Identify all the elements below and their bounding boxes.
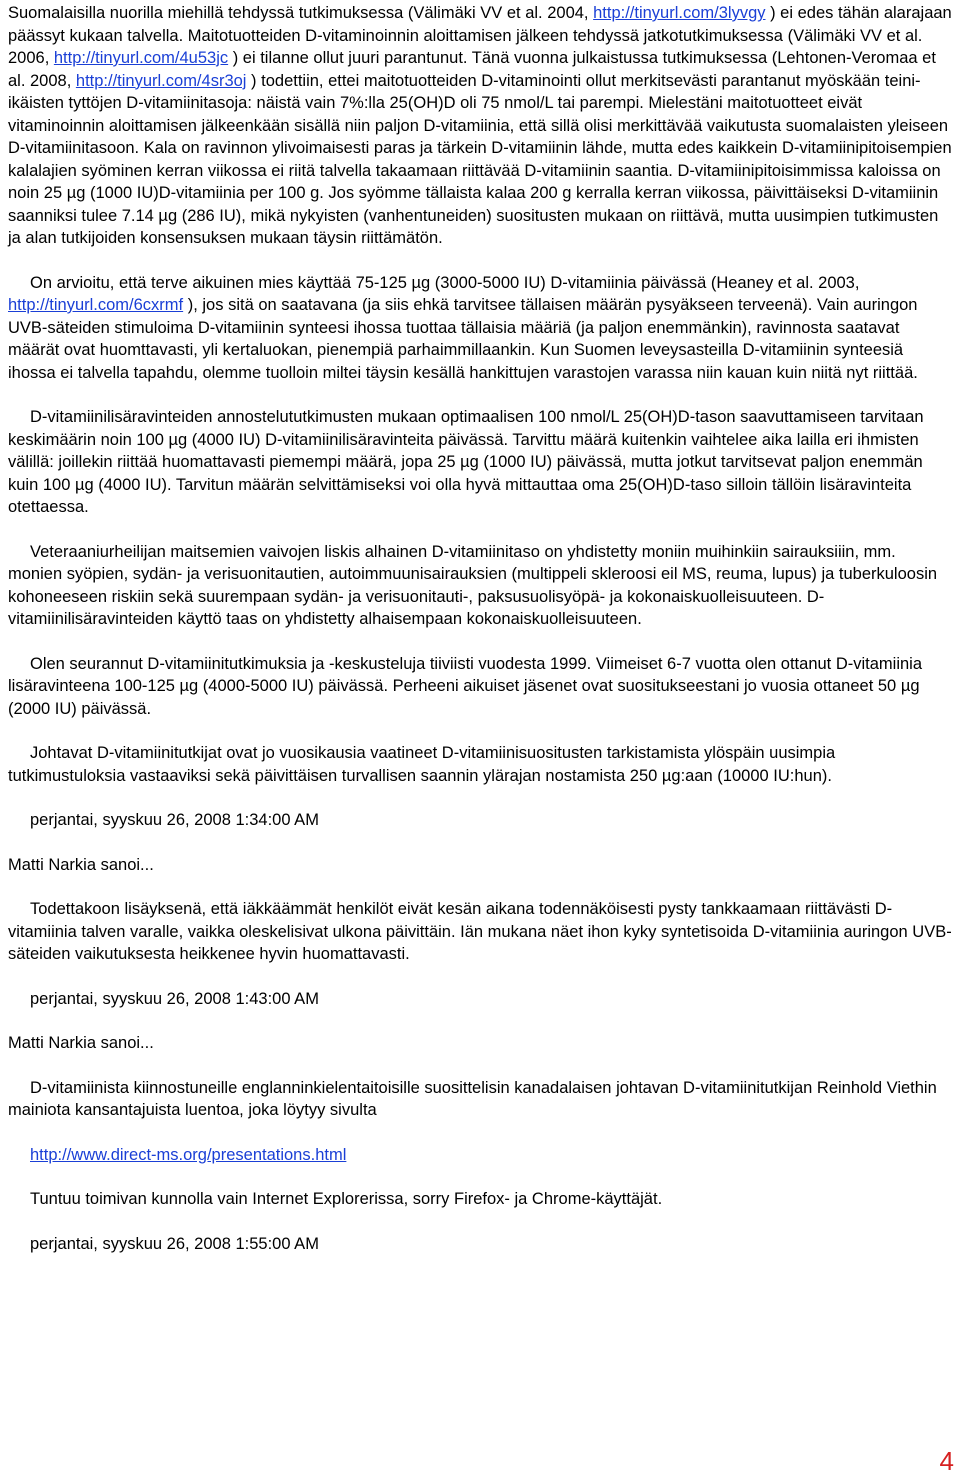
document-page xyxy=(8,2,954,1255)
paragraph-1 xyxy=(8,2,954,250)
comment-body-2: D-vitamiinista kiinnostuneille englanninkielentaitoisille suosittelisin kanadalaisen johtavan D-vitamiinitutkijan Reinhold Viethin mainiota kansantajuista luentoa, joka löytyy sivulta xyxy=(8,1078,937,1119)
link-4sr3oj[interactable]: http://tinyurl.com/4sr3oj xyxy=(75,71,247,90)
link-direct-ms-presentations[interactable]: http://www.direct-ms.org/presentations.html xyxy=(30,1145,347,1164)
paragraph-text: ), jos sitä on saatavana (ja siis ehkä tarvitsee tällaisen määrän pysyäkseen terveenä). Vain auringon UVB-säteiden stimuloima D-vitamiinin synteesi ihossa tuottaa tällaisia määriä (ja paljon enemmänkin), ravinnosta saatavat määrät ovat huomttavasti, yli kertaluokan, pienempiä parhaimmillaankin. Kun Suomen leveysasteilla D-vitamiinin synteesiä ihossa ei talvella tapahdu, olemme tuolloin miltei täysin kesällä hankittujen varastojen varassa niin kauan kuin niitä nyt riittää. xyxy=(8,296,918,382)
link-4u53jc[interactable]: http://tinyurl.com/4u53jc xyxy=(53,49,229,67)
paragraph-5: Olen seurannut D-vitamiinitutkimuksia ja -keskusteluja tiiviisti vuodesta 1999. Viimeiset 6-7 vuotta olen ottanut D-vitamiinia lisäravinteena 100-125 µg (4000-5000 IU) päivässä. Perheeni aikuiset jäsenet ovat suositukseestani jo vuosia ottaneet 50 µg (2000 IU) päivässä. xyxy=(8,654,923,718)
comment-author-1: Matti Narkia sanoi... xyxy=(8,855,154,874)
comment-timestamp-1: perjantai, syyskuu 26, 2008 1:34:00 AM xyxy=(30,811,319,829)
page-number: 4 xyxy=(939,1446,954,1476)
paragraph-text: ) ei tilanne ollut juuri parantunut. Tänä vuonna julkaistussa tutkimuksessa (Lehtonen-Veromaa et al. 2008, xyxy=(8,49,936,90)
link-6cxrmf[interactable]: http://tinyurl.com/6cxrmf xyxy=(8,296,184,314)
comment-body-1: Todettakoon lisäyksenä, että iäkkäämmät henkilöt eivät kesän aikana todennäköisesti pysty tankkaamaan riittävästi D-vitamiinia talven varalle, vaikka oleskelisivat ulkona päivittäin. Iän mukana näet ihon kyky syntetisoida D-vitamiinia auringon UVB-säteiden vaikutuksesta heikkenee hyvin huomattavasti. xyxy=(8,900,952,963)
paragraph-6: Johtavat D-vitamiinitutkijat ovat jo vuosikausia vaatineet D-vitamiinisuositusten tarkistamista ylöspäin uusimpia tutkimustuloksia vastaaviksi sekä päivittäisen turvallisen saannin ylärajan nostamista 250 µg:aan (10000 IU:hun). xyxy=(8,744,836,785)
paragraph-text: On arvioitu, että terve aikuinen mies käyttää 75-125 µg (3000-5000 IU) D-vitamiinia päivässä (Heaney et al. 2003, xyxy=(30,273,860,292)
paragraph-text: ) todettiin, ettei maitotuotteiden D-vitaminointi ollut merkitsevästi parantanut myöskään teini-ikäisten tyttöjen D-vitamiinitasoja: näistä vain 7%:lla 25(OH)D oli 75 nmol/L tai parempi. Mielestäni maitotuotteet eivät vitaminoinnin aloittamisen jälkeenkään sisällä niin paljon D-vitamiinia, että sillä olisi merkittävää vaikutusta suomalaisten yleiseen D-vitamiinitasoon. Kala on ravinnon ylivoimaisesti paras ja tärkein D-vitamiinin lähde, mutta edes kaikkein D-vitamiinipitoisempien kalalajien syöminen kerran viikossa ei riitä talvella takaamaan riittävää D-vitamiinin saantia. D-vitamiinipitoisimmissa kaloissa on noin 25 µg (1000 IU)D-vitamiinia per 100 g. Jos syömme tällaista kalaa 200 g kerralla kerran viikossa, päivittäiseksi D-vitamiinin saanniksi tulee 7.14 µg (286 IU), mikä nykyisten (vanhentuneiden) suositusten mukaan on riittävä, mutta uusimpien tutkimusten ja alan tutkijoiden konsensuksen mukaan täysin riittämätön. xyxy=(8,71,952,247)
comment-link-line xyxy=(8,1144,954,1167)
comment-timestamp-2: perjantai, syyskuu 26, 2008 1:43:00 AM xyxy=(30,989,319,1008)
paragraph-2 xyxy=(8,272,954,385)
comment-author-2: Matti Narkia sanoi... xyxy=(8,1034,154,1052)
paragraph-text: ) ei edes tähän alarajaan päässyt kukaan talvella. Maitotuotteiden D-vitaminoinnin aloittamisen jälkeen tehdyssä jatkotutkimuksessa (Välimäki VV et al. 2006, xyxy=(8,4,952,67)
link-3lyvgy[interactable]: http://tinyurl.com/3lyvgy xyxy=(593,4,766,22)
comment-timestamp-3: perjantai, syyskuu 26, 2008 1:55:00 AM xyxy=(30,1234,319,1253)
paragraph-3: D-vitamiinilisäravinteiden annostelututkimusten mukaan optimaalisen 100 nmol/L 25(OH)D-tason saavuttamiseen tarvitaan keskimäärin noin 100 µg (4000 IU) D-vitamiinilisäravinteita päivässä. Tarvittu määrä kuitenkin vaihtelee aika lailla eri ihmisten välillä: joillekin riittää huomattavasti piemempi määrä, jopa 25 µg (1000 IU) päivässä, mutta jotkut tarvitsevat paljon enemmän kuin 100 µg (4000 IU). Tarvitun määrän selvittämiseksi voi olla hyvä mittauttaa oma 25(OH)D-taso silloin tällöin lisäravinteita otettaessa. xyxy=(8,408,924,516)
comment-note: Tuntuu toimivan kunnolla vain Internet Explorerissa, sorry Firefox- ja Chrome-käyttäjät. xyxy=(30,1190,663,1208)
paragraph-text: Suomalaisilla nuorilla miehillä tehdyssä tutkimuksessa (Välimäki VV et al. 2004, xyxy=(8,4,594,22)
paragraph-4: Veteraaniurheilijan maitsemien vaivojen liskis alhainen D-vitamiinitaso on yhdistetty moniin muihinkiin sairauksiiin, mm. monien syöpien, sydän- ja verisuonitautien, autoimmuunisairauksien (multippeli skleroosi eil MS, reuma, lupus) ja tuberkuloosin kohoneeseen riskiin sekä suurempaan sydän- ja verisuonitauti-, paksusuolisyöpä- ja kokonaiskuolleisuuteen. D-vitamiinilisäravinteiden käyttö taas on yhdistetty alhaisempaan kokonaiskuolleisuuteen. xyxy=(8,542,938,628)
